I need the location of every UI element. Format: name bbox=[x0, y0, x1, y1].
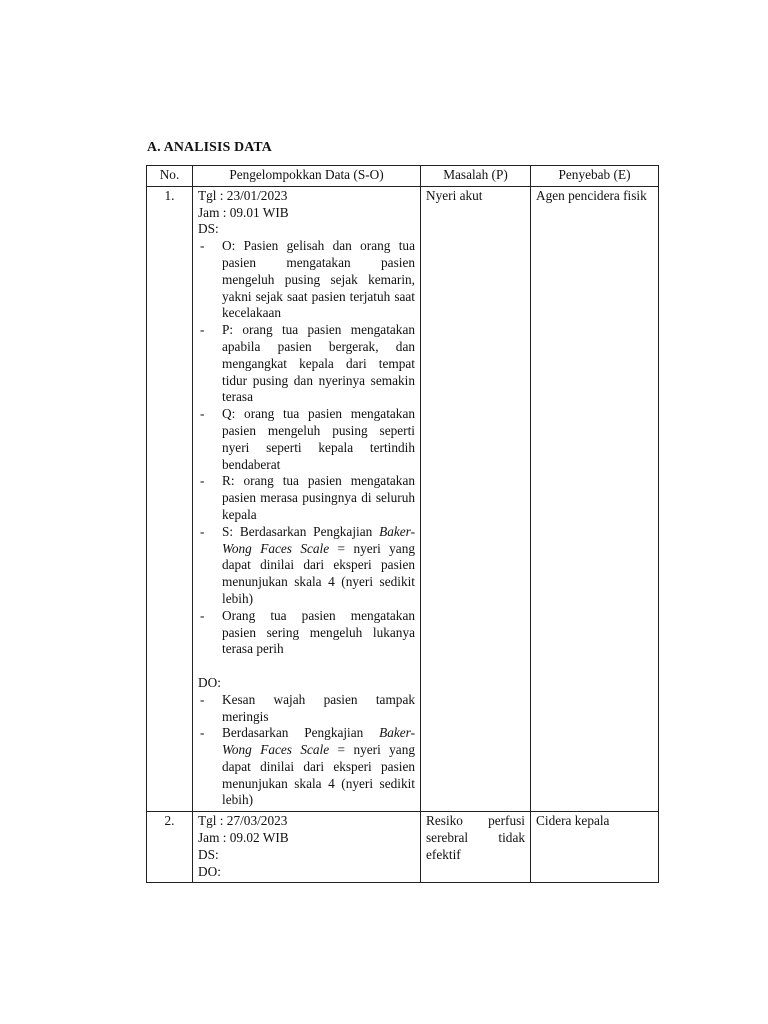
data-cell bbox=[193, 186, 421, 811]
do-item-2-pre: Berdasarkan Pengkajian bbox=[222, 725, 364, 741]
ds-item-r: - R: orang tua pasien mengatakan pasien merasa pusingnya di seluruh kepala bbox=[198, 473, 415, 523]
date-line: Tgl : 27/03/2023 bbox=[198, 813, 288, 829]
do-item-2-post: = nyeri yang dapat dinilai dari eksperi pasien menunjukan skala 4 (nyeri sedikit lebih) bbox=[222, 742, 415, 808]
ds-item-extra: - Orang tua pasien mengatakan pasien sering mengeluh lukanya terasa perih bbox=[198, 608, 415, 658]
do-label: DO: bbox=[198, 674, 221, 690]
ds-item-s-scale: Baker-Wong Faces Scale bbox=[222, 523, 416, 556]
ds-list bbox=[198, 238, 415, 658]
ds-item-p: - P: orang tua pasien mengatakan apabila pasien bergerak, dan mengangkat kepala dari tempat tidur pusing dan nyerinya semakin terasa bbox=[198, 322, 415, 406]
ds-item-s-post: = nyeri yang dapat dinilai dari eksperi pasien menunjukan skala 4 (nyeri sedikit lebih) bbox=[222, 540, 415, 606]
do-list bbox=[198, 692, 415, 810]
data-cell bbox=[193, 812, 421, 883]
ds-item-s bbox=[198, 524, 415, 608]
table-header-row bbox=[147, 166, 659, 187]
do-item-1: - Kesan wajah pasien tampak meringis bbox=[198, 692, 415, 726]
do-item-2-scale: Baker-Wong Faces Scale bbox=[222, 725, 416, 758]
masalah-cell: Resiko perfusi serebral tidak efektif bbox=[421, 812, 531, 883]
table-row bbox=[147, 812, 659, 883]
section-title: A. ANALISIS DATA bbox=[147, 139, 272, 154]
row-number: 1. bbox=[147, 186, 193, 811]
masalah-cell: Nyeri akut bbox=[421, 186, 531, 811]
ds-item-o: - O: Pasien gelisah dan orang tua pasien mengatakan pasien mengeluh pusing sejak kemarin, yakni sejak saat pasien terjatuh saat kecelakaan bbox=[198, 238, 415, 322]
analysis-table bbox=[146, 165, 659, 883]
ds-label: DS: bbox=[198, 221, 219, 237]
spacer bbox=[198, 658, 415, 675]
header-data: Pengelompokkan Data (S-O) bbox=[193, 166, 421, 187]
ds-item-q: - Q: orang tua pasien mengatakan pasien mengeluh pusing seperti nyeri seperti kepala tertindih bendaberat bbox=[198, 406, 415, 473]
penyebab-cell: Agen pencidera fisik bbox=[531, 186, 659, 811]
row-number: 2. bbox=[147, 812, 193, 883]
do-label: DO: bbox=[198, 863, 221, 879]
ds-item-s-pre: S: Berdasarkan Pengkajian bbox=[222, 523, 373, 539]
do-item-2 bbox=[198, 725, 415, 809]
time-line: Jam : 09.01 WIB bbox=[198, 204, 289, 220]
header-no: No. bbox=[147, 166, 193, 187]
ds-label: DS: bbox=[198, 846, 219, 862]
date-line: Tgl : 23/01/2023 bbox=[198, 187, 288, 203]
header-penyebab: Penyebab (E) bbox=[531, 166, 659, 187]
table-row bbox=[147, 186, 659, 811]
time-line: Jam : 09.02 WIB bbox=[198, 830, 289, 846]
header-masalah: Masalah (P) bbox=[421, 166, 531, 187]
penyebab-cell: Cidera kepala bbox=[531, 812, 659, 883]
